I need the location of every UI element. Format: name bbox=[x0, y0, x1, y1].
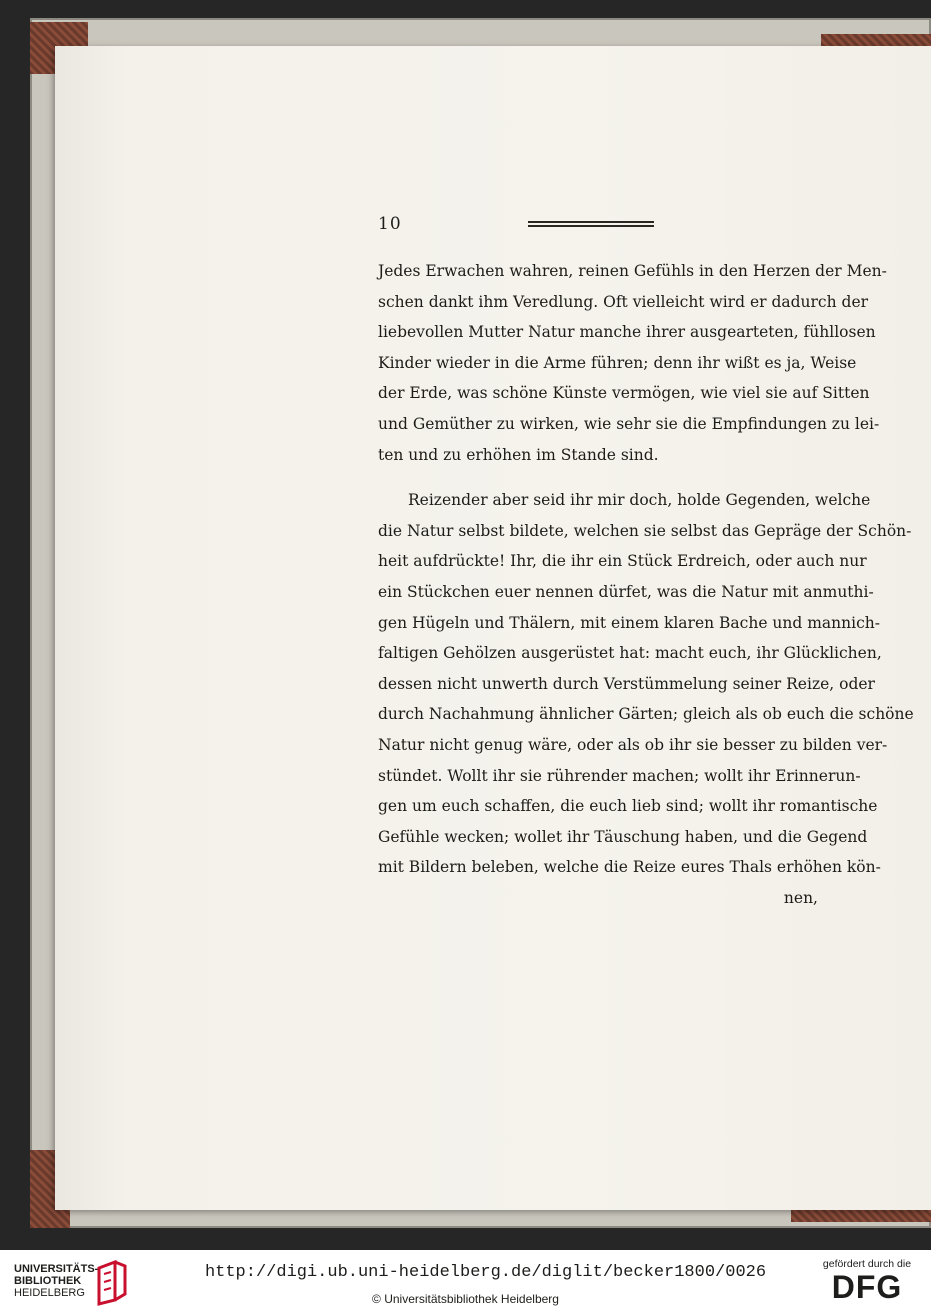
page-text-block bbox=[378, 210, 914, 913]
logo-text-line-3: HEIDELBERG bbox=[14, 1287, 85, 1299]
text-line: Natur nicht genug wäre, oder als ob ihr sie besser zu bilden ver- bbox=[378, 735, 888, 754]
text-line: schen dankt ihm Veredlung. Oft vielleicht wird er dadurch der bbox=[378, 292, 869, 311]
text-line: Jedes Erwachen wahren, reinen Gefühls in den Herzen der Men- bbox=[378, 262, 887, 280]
paragraph-1 bbox=[378, 256, 887, 470]
text-line: Gefühle wecken; wollet ihr Täuschung haben, und die Gegend bbox=[378, 827, 868, 846]
logo-text-line-2: BIBLIOTHEK bbox=[14, 1275, 82, 1287]
dfg-funding-logo[interactable] bbox=[817, 1258, 917, 1304]
text-line: ein Stückchen euer nennen dürfet, was die Natur mit anmuthi- bbox=[378, 582, 874, 601]
text-line: mit Bildern beleben, welche die Reize eures Thals erhöhen kön- bbox=[378, 858, 881, 877]
text-line: durch Nachahmung ähnlicher Gärten; gleich als ob euch die schöne bbox=[378, 705, 914, 724]
logo-text-line-1: UNIVERSITÄTS- bbox=[14, 1263, 99, 1275]
text-line: und Gemüther zu wirken, wie sehr sie die Empfindungen zu lei- bbox=[378, 414, 880, 433]
text-line: Kinder wieder in die Arme führen; denn ihr wißt es ja, Weise bbox=[378, 353, 857, 372]
text-line: stündet. Wollt ihr sie rührender machen; wollt ihr Erinnerun- bbox=[378, 766, 861, 785]
text-line: gen Hügeln und Thälern, mit einem klaren Bache und mannich- bbox=[378, 613, 880, 632]
funding-label: gefördert durch die bbox=[822, 1258, 912, 1270]
permalink-url[interactable] bbox=[0, 1263, 931, 1282]
page-number: 10 bbox=[378, 214, 402, 234]
text-line: dessen nicht unwerth durch Verstümmelung seiner Reize, oder bbox=[378, 674, 875, 693]
text-line: der Erde, was schöne Künste vermögen, wie viel sie auf Sitten bbox=[378, 384, 870, 403]
text-line: die Natur selbst bildete, welchen sie selbst das Gepräge der Schön- bbox=[378, 521, 912, 540]
catchword: nen, bbox=[783, 888, 818, 907]
copyright-notice: © Universitätsbibliothek Heidelberg bbox=[372, 1292, 559, 1306]
binding-corner-bottom-right bbox=[791, 1208, 931, 1222]
header-double-rule bbox=[528, 221, 654, 227]
text-line: ten und zu erhöhen im Stande sind. bbox=[378, 445, 659, 464]
page-header bbox=[378, 210, 818, 238]
dfg-wordmark: DFG bbox=[831, 1269, 903, 1305]
text-line: gen um euch schaffen, die euch lieb sind; wollt ihr romantische bbox=[378, 797, 878, 816]
text-line: heit aufdrückte! Ihr, die ihr ein Stück Erdreich, oder auch nur bbox=[378, 552, 867, 571]
text-line: liebevollen Mutter Natur manche ihrer ausgearteten, fühllosen bbox=[378, 323, 876, 342]
text-line: Reizender aber seid ihr mir doch, holde Gegenden, welche bbox=[408, 491, 871, 510]
text-line: faltigen Gehölzen ausgerüstet hat: macht euch, ihr Glücklichen, bbox=[378, 644, 882, 663]
viewer-footer bbox=[0, 1250, 931, 1316]
permalink-url-text: http://digi.ub.uni-heidelberg.de/diglit/becker1800/0026 bbox=[204, 1263, 767, 1282]
paragraph-2 bbox=[378, 485, 914, 883]
